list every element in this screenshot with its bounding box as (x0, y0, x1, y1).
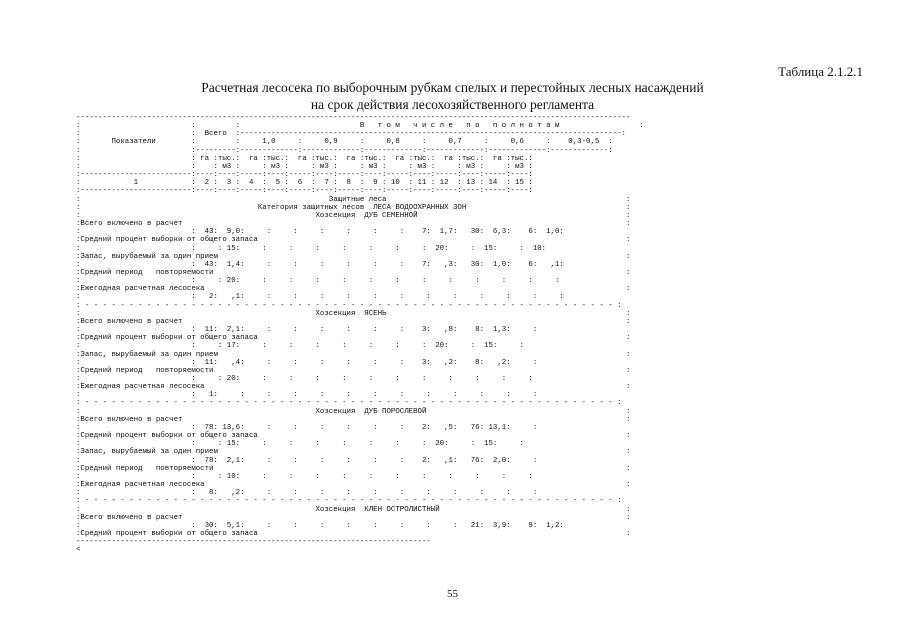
listing-line: : : 1: : : : : : : : : : : : : (76, 391, 538, 400)
listing-line: :Ежегодная расчетная лесосека : (76, 383, 631, 392)
listing-line: : : : 20: : : : : : : : : : : : (76, 375, 533, 383)
listing-line: : : 78: 2,1: : : : : : : 2: ,1: 76: 2,0: : (76, 456, 538, 465)
listing-line: :Запас, вырубаемый за один прием : (76, 252, 631, 261)
listing-line: : : : 15: : : : : : : : 20: : 15: : 10: (76, 244, 547, 253)
listing-line: : : : м3 : : м3 : : м3 : : м3 : : м3 : : м3 : : м3 : (76, 162, 533, 171)
listing-line: : : : 17: : : : : : : : 20: : 15: : (76, 342, 524, 351)
listing-line: : : 8: ,2: : : : : : : : : : : : (76, 489, 538, 498)
listing-line: :-------------------------:----:----:-----:----:-----:----:-----:----:-----:----:-----:----:-----:----: (76, 171, 533, 180)
listing-line: : Защитные леса : (76, 195, 631, 204)
listing-line: :Всего включено в расчет : (76, 415, 631, 424)
listing-line: : :---------:-------------:-------------:-------------:-------------:-------------:-------------: (76, 146, 613, 155)
listing-line: :-------------------------:----:----:-----:----:-----:----:-----:----:-----:----:-----:----:-----:----: (76, 187, 533, 196)
listing-line: : : : 15: : : : : : : : 20: : 15: : (76, 440, 524, 449)
listing-line: : : 11: ,4: : : : : : : 3: ,2: 8: ,2: : (76, 358, 538, 367)
listing-line: : - - - - - - - - - - - - - - - - - - - - - - - - - - - - - - - - - - - - - - - - - - - - - - - - - - - - - - - - - - - - : (76, 399, 622, 408)
listing-line: ----------------------------------------------------------------------------------------------------------------------------- (76, 114, 631, 122)
listing-line: : : 43: 1,4: : : : : : : 7: ,3: 30: 1,0: 6: ,1: (76, 260, 564, 269)
listing-line: :Запас, вырубаемый за один прием : (76, 350, 631, 359)
listing-line: : : : В т о м ч и с л е п о п о л н о т а м : (76, 122, 644, 131)
listing-line: :Всего включено в расчет : (76, 317, 631, 326)
listing-line: : - - - - - - - - - - - - - - - - - - - - - - - - - - - - - - - - - - - - - - - - - - - - - - - - - - - - - - - - - - - - : (76, 497, 622, 506)
listing-line: : Хозсекция ЯСЕНЬ : (76, 309, 631, 318)
page-number: 55 (447, 588, 458, 600)
listing-line: :Средний процент выборки от общего запаса : (76, 529, 631, 538)
listing-line: :Средний период повторяемости : (76, 366, 631, 375)
title-line-1: Расчетная лесосека по выборочным рубкам спелых и перестойных лесных насаждений (201, 80, 704, 95)
title-line-2: на срок действия лесохозяйственного регламента (310, 97, 595, 112)
listing-line: :Средний процент выборки от общего запаса : (76, 334, 631, 343)
table-label: Таблица 2.1.2.1 (778, 64, 863, 79)
listing-line: : - - - - - - - - - - - - - - - - - - - - - - - - - - - - - - - - - - - - - - - - - - - - - - - - - - - - - - - - - - - - : (76, 301, 622, 310)
listing-line: :Средний процент выборки от общего запаса : (76, 432, 631, 441)
listing-line: : Хозсекция ДУБ ПОРОСЛЕВОЙ : (76, 407, 631, 416)
listing-line: :Всего включено в расчет : (76, 513, 631, 522)
listing-line: : : Всего :--------------------------------------------------------------------------------------: (76, 130, 626, 139)
listing-line: : Категория защитных лесов ЛЕСА ВОДООХРАННЫХ ЗОН : (76, 203, 631, 212)
listing-line: : 1 : 2 : 3 : 4 : 5 : 6 : 7 : 8 : 9 : 10 : 11 : 12 : 13 : 14 : 15 : (76, 179, 533, 188)
listing-line: :Ежегодная расчетная лесосека : (76, 481, 631, 490)
listing-line: : : га :тыс.: га :тыс.: га :тыс.: га :тыс.: га :тыс.: га :тыс.: га :тыс.: (76, 154, 533, 163)
table-title (0, 79, 905, 113)
listing-line: :Всего включено в расчет : (76, 220, 631, 229)
report-listing (76, 114, 644, 554)
listing-line: -------------------------------------------------------------------------------- (76, 538, 431, 547)
listing-line: :Средний период повторяемости : (76, 464, 631, 473)
listing-line: :Запас, вырубаемый за один прием : (76, 448, 631, 457)
listing-line: :Средний период повторяемости : (76, 268, 631, 277)
listing-line: : : 2: ,1: : : : : : : : : : : : : (76, 293, 564, 302)
listing-line: : Показатели : : 1,0 : 0,9 : 0,8 : 0,7 : 0,6 : 0,3-0,5 : (76, 138, 613, 147)
listing-line: :Ежегодная расчетная лесосека : (76, 285, 631, 294)
listing-line: : : 11: 2,1: : : : : : : 3: ,8: 8: 1,3: : (76, 326, 538, 335)
listing-line: : : : 10: : : : : : : : : : : : (76, 472, 533, 481)
listing-line: : : 78: 13,6: : : : : : : 2: ,5: 76: 13,1: : (76, 423, 538, 432)
listing-line: :Средний процент выборки от общего запаса : (76, 236, 631, 245)
listing-line: : Хозсекция ДУБ СЕМЕННОЙ : (76, 211, 631, 220)
listing-line: : : : 20: : : : : : : : : : : : : (76, 277, 560, 286)
listing-line: : Хозсекция КЛЕН ОСТРОЛИСТНЫЙ : (76, 505, 631, 514)
listing-line: < (76, 546, 81, 555)
listing-line: : : 43: 9,0: : : : : : : 7: 1,7: 30: 6,3: 6: 1,0: (76, 228, 564, 237)
listing-line: : : 30: 5,1: : : : : : : : : 21: 3,9: 9: 1,2: (76, 521, 564, 530)
